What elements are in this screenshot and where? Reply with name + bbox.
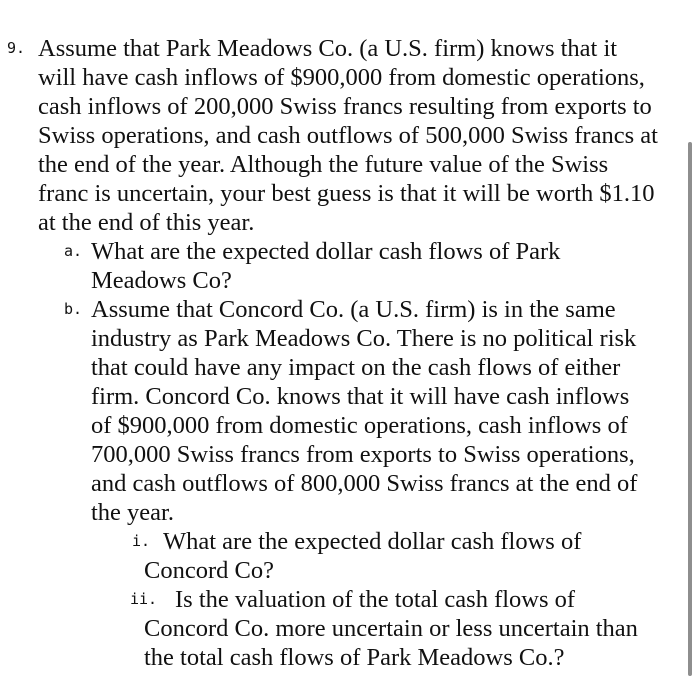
sub-i-text-line: Concord Co?: [144, 557, 274, 584]
part-b-text-line: that could have any impact on the cash flows of either: [91, 354, 621, 381]
part-b-text-line: the year.: [91, 499, 174, 526]
part-b-text-line: and cash outflows of 800,000 Swiss francs at the end of: [91, 470, 638, 497]
question-text-line: Assume that Park Meadows Co. (a U.S. firm) knows that it: [38, 35, 618, 62]
part-b-text-line: Assume that Concord Co. (a U.S. firm) is in the same: [91, 296, 616, 323]
sub-ii-text-line: Is the valuation of the total cash flows of: [175, 586, 576, 613]
sub-i-text-line: What are the expected dollar cash flows of: [163, 528, 582, 555]
question-number: 9.: [7, 39, 26, 57]
question-text-line: will have cash inflows of $900,000 from domestic operations,: [38, 64, 645, 91]
part-b-text-line: of $900,000 from domestic operations, cash inflows of: [91, 412, 628, 439]
question-text-line: franc is uncertain, your best guess is that it will be worth $1.10: [38, 180, 655, 207]
question-text-line: cash inflows of 200,000 Swiss francs resulting from exports to: [38, 93, 652, 120]
sub-ii-text-line: Concord Co. more uncertain or less uncertain than: [144, 615, 638, 642]
part-a-text-line: What are the expected dollar cash flows of Park: [91, 238, 561, 265]
question-text-line: Swiss operations, and cash outflows of 500,000 Swiss francs at: [38, 122, 658, 149]
question-text-line: at the end of this year.: [38, 209, 255, 236]
sub-ii-text-line: the total cash flows of Park Meadows Co.?: [144, 644, 565, 671]
sub-ii-marker: ii.: [130, 590, 158, 608]
part-b-text-line: 700,000 Swiss francs from exports to Swiss operations,: [91, 441, 635, 468]
question-text-line: the end of the year. Although the future value of the Swiss: [38, 151, 609, 178]
part-b-text-line: industry as Park Meadows Co. There is no political risk: [91, 325, 637, 352]
part-b-text-line: firm. Concord Co. knows that it will have cash inflows: [91, 383, 630, 410]
vertical-scrollbar[interactable]: [688, 142, 692, 676]
part-a-text-line: Meadows Co?: [91, 267, 232, 294]
part-a-marker: a.: [64, 242, 83, 260]
part-b-marker: b.: [64, 300, 83, 318]
sub-i-marker: i.: [132, 532, 151, 550]
